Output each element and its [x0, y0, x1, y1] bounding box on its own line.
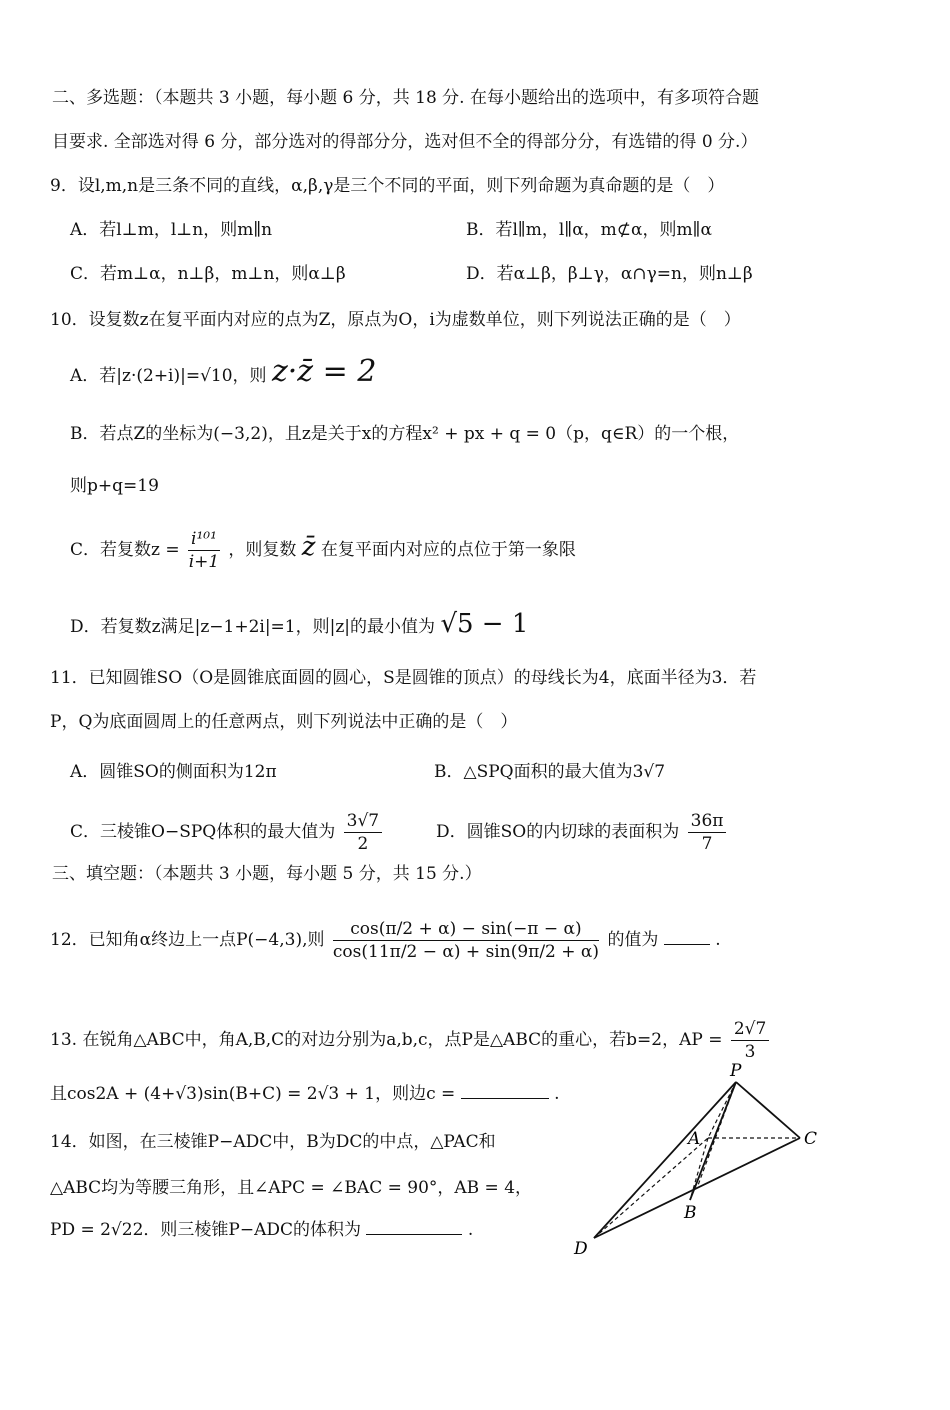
q14-line1: 14．如图，在三棱锥P−ADC中，B为DC的中点，△PAC和 — [50, 1132, 496, 1152]
q14-end: . — [467, 1220, 474, 1240]
q13-line1 — [50, 1018, 772, 1063]
q9-option-c: C．若m⊥α，n⊥β，m⊥n，则α⊥β — [70, 264, 346, 284]
q10-option-d-value: √5 − 1 — [440, 609, 529, 639]
q13-ap-numerator: 2√7 — [731, 1018, 769, 1041]
label-P: P — [730, 1061, 742, 1081]
q10-option-c-post: 在复平面内对应的点位于第一象限 — [320, 540, 576, 560]
q9-option-d: D．若α⊥β，β⊥γ，α∩γ=n，则n⊥β — [466, 264, 753, 284]
edge-DA — [594, 1138, 708, 1238]
q13-ap-denominator: 3 — [744, 1042, 756, 1062]
q10-option-c — [70, 528, 576, 573]
q11-option-d-numerator: 36π — [688, 810, 727, 833]
q14-line3-text: PD = 2√22．则三棱锥P−ADC的体积为 — [50, 1220, 361, 1240]
q12-post: 的值为 — [607, 930, 659, 950]
tetrahedron-figure — [560, 1060, 860, 1260]
q9-stem: 9．设l,m,n是三条不同的直线，α,β,γ是三个不同的平面，则下列命题为真命题的是（ ） — [50, 176, 725, 196]
q10-option-c-mid: ，则复数 — [228, 540, 297, 560]
q12-pre: 12．已知角α终边上一点P(−4,3),则 — [50, 930, 325, 950]
q12-answer-blank — [664, 930, 710, 945]
q13-line2-text: 且cos2A + (4+√3)sin(B+C) = 2√3 + 1，则边c = — [50, 1084, 456, 1104]
q12-denominator: cos(11π/2 − α) + sin(9π/2 + α) — [332, 942, 600, 962]
section3-header: 三、填空题：（本题共 3 小题，每小题 5 分，共 15 分.） — [52, 864, 482, 884]
q11-option-c-numerator: 3√7 — [344, 810, 382, 833]
q12-fraction — [333, 918, 599, 963]
q14-answer-blank — [366, 1220, 462, 1235]
label-D: D — [574, 1239, 588, 1259]
label-C: C — [804, 1129, 818, 1149]
edge-PD — [594, 1082, 736, 1238]
q11-option-d-pre: D．圆锥SO的内切球的表面积为 — [436, 822, 680, 842]
q11-stem-line2: P，Q为底面圆周上的任意两点，则下列说法中正确的是（ ） — [50, 712, 518, 732]
q11-option-c-pre: C．三棱锥O−SPQ体积的最大值为 — [70, 822, 336, 842]
q10-option-c-denominator: i+1 — [188, 552, 220, 572]
q13-ap-fraction — [731, 1018, 769, 1063]
q11-option-c-fraction — [344, 810, 382, 855]
q10-option-b-line2: 则p+q=19 — [70, 476, 159, 496]
q10-option-b-line1: B．若点Z的坐标为(−3,2)，且z是关于x的方程x² + px + q = 0（p，q∈R）的一个根， — [70, 424, 740, 444]
q11-option-c — [70, 810, 385, 855]
q13-line1-text: 13. 在锐角△ABC中，角A,B,C的对边分别为a,b,c，点P是△ABC的重心，若b=2，AP = — [50, 1030, 723, 1050]
edge-PC — [736, 1082, 800, 1138]
q10-option-a — [70, 354, 377, 389]
q12-numerator: cos(π/2 + α) − sin(−π − α) — [333, 918, 599, 941]
q11-option-d-fraction — [688, 810, 727, 855]
q10-option-c-zbar: z̄ — [301, 532, 316, 562]
q10-option-a-text: A．若|z·(2+i)|=√10，则 — [70, 366, 267, 386]
q13-answer-blank — [461, 1084, 549, 1099]
q13-end: . — [554, 1084, 560, 1104]
q12-end: . — [715, 930, 721, 950]
q10-option-c-fraction — [188, 528, 220, 573]
q10-option-c-pre: C．若复数z = — [70, 540, 180, 560]
section2-header-line2: 目要求. 全部选对得 6 分，部分选对的得部分分，选对但不全的得部分分，有选错的得 0 分.） — [52, 132, 758, 152]
section2-header-line1: 二、多选题：（本题共 3 小题，每小题 6 分，共 18 分. 在每小题给出的选项中，有多项符合题 — [52, 88, 759, 108]
q12 — [50, 918, 721, 963]
label-A: A — [688, 1129, 701, 1149]
q10-option-d-text: D．若复数z满足|z−1+2i|=1，则|z|的最小值为 — [70, 617, 436, 637]
q10-option-a-formula: z·z̄ = 2 — [271, 354, 377, 389]
edge-PA — [708, 1082, 736, 1138]
q9-option-a: A．若l⊥m，l⊥n，则m∥n — [70, 220, 273, 240]
q10-stem: 10．设复数z在复平面内对应的点为Z，原点为O，i为虚数单位，则下列说法正确的是（ ） — [50, 310, 741, 330]
q9-option-b: B．若l∥m，l∥α，m⊄α，则m∥α — [466, 220, 712, 240]
q11-option-c-denominator: 2 — [357, 834, 369, 854]
q10-option-d — [70, 609, 529, 639]
q11-option-d-denominator: 7 — [701, 834, 713, 854]
q11-option-a: A．圆锥SO的侧面积为12π — [70, 762, 277, 782]
q14-line2: △ABC均为等腰三角形，且∠APC = ∠BAC = 90°，AB = 4， — [50, 1178, 533, 1198]
q11-option-b: B．△SPQ面积的最大值为3√7 — [434, 762, 666, 782]
q14-line3 — [50, 1218, 473, 1242]
q11-stem-line1: 11．已知圆锥SO（O是圆锥底面圆的圆心，S是圆锥的顶点）的母线长为4，底面半径为3．若 — [50, 668, 757, 688]
q10-option-c-numerator: i¹⁰¹ — [188, 528, 220, 551]
label-B: B — [684, 1203, 697, 1223]
q13-line2 — [50, 1082, 560, 1106]
q11-option-d — [436, 810, 729, 855]
